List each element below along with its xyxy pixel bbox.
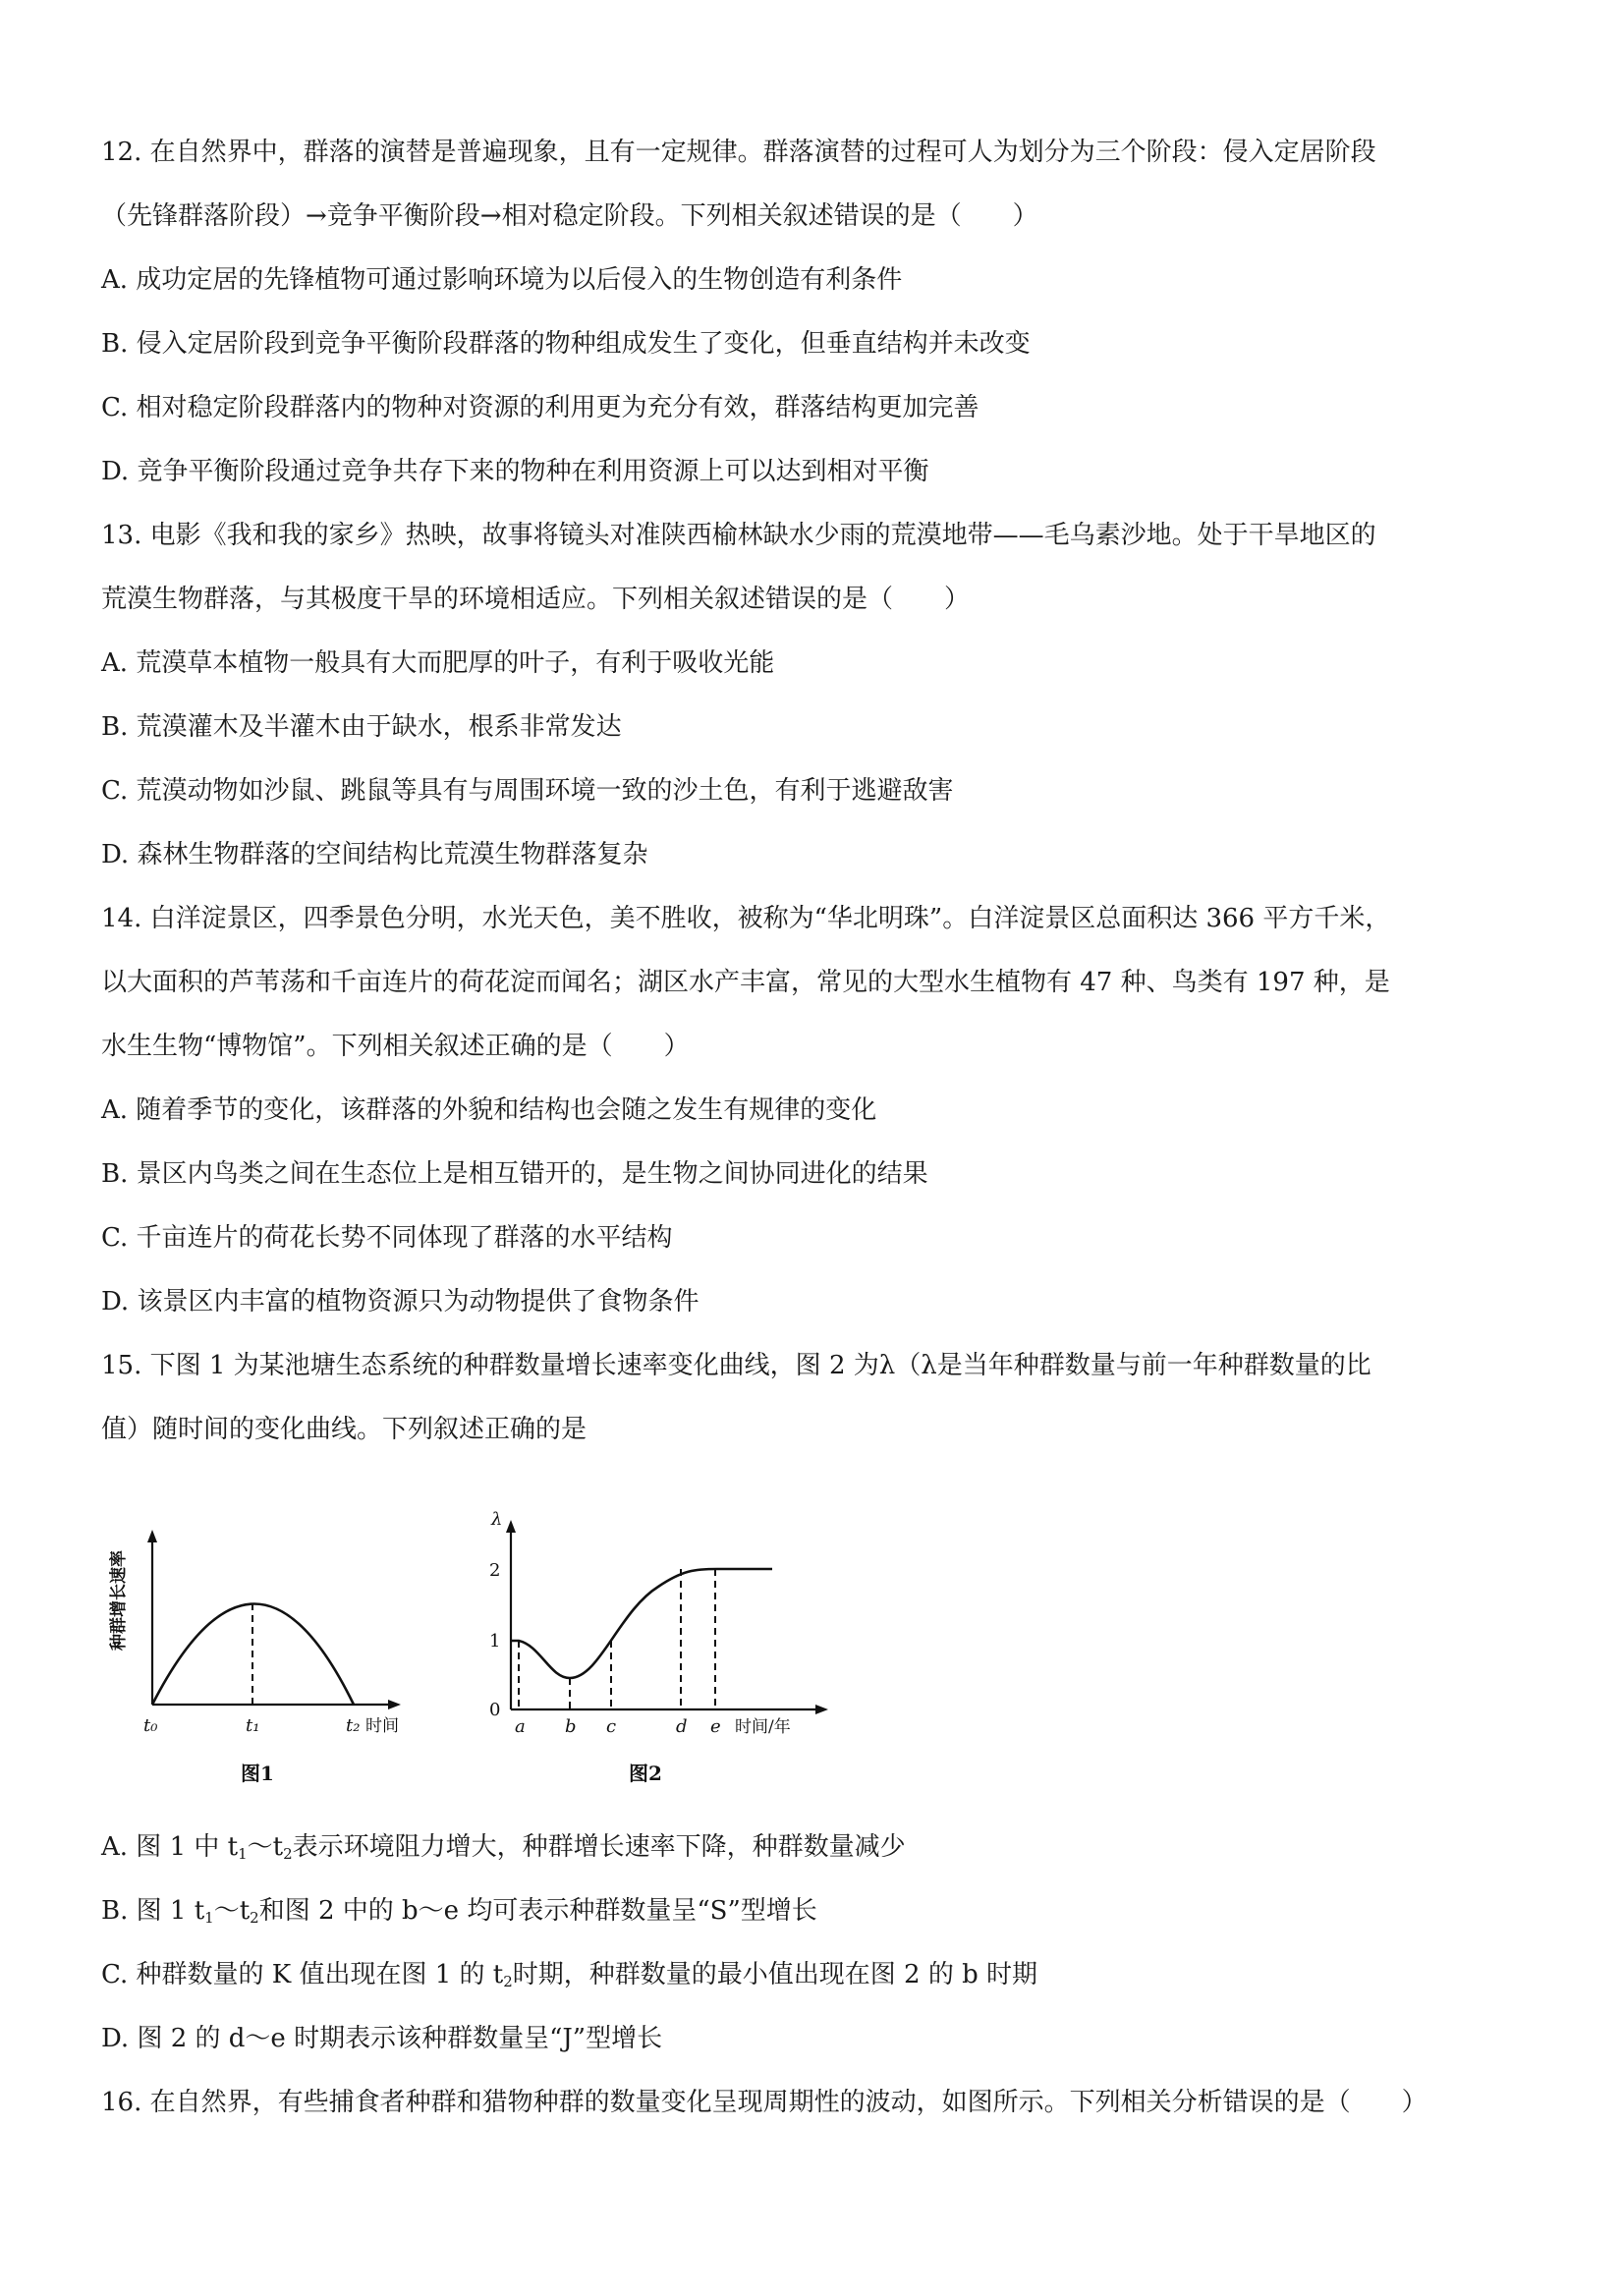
q14-option-a: A. 随着季节的变化，该群落的外貌和结构也会随之发生有规律的变化 xyxy=(101,1095,877,1125)
fig2-xtick-d: d xyxy=(676,1716,688,1737)
q13-option-d: D. 森林生物群落的空间结构比荒漠生物群落复杂 xyxy=(101,840,648,869)
q15-a-sub2: 2 xyxy=(283,1845,293,1863)
q16-stem-line1: 16. 在自然界，有些捕食者种群和猎物种群的数量变化呈现周期性的波动，如图所示。下列相关分析错误的是（ ） xyxy=(101,2088,1427,2117)
q15-b-text1: B. 图 1 t xyxy=(101,1896,205,1926)
q15-c-text1: C. 种群数量的 K 值出现在图 1 的 t xyxy=(101,1960,504,1989)
q15-option-c xyxy=(101,1959,1555,1990)
fig2-labels xyxy=(489,1509,791,1785)
q13-option-b: B. 荒漠灌木及半灌木由于缺水，根系非常发达 xyxy=(101,712,622,742)
q15-a-text2: ～t xyxy=(247,1832,284,1862)
q12-stem-line2: （先锋群落阶段）→竞争平衡阶段→相对稳定阶段。下列相关叙述错误的是（ ） xyxy=(101,201,1038,231)
fig2-xtick-c: c xyxy=(606,1716,617,1737)
q15-a-sub1: 1 xyxy=(238,1845,248,1863)
q12-stem-line1: 12. 在自然界中，群落的演替是普遍现象，且有一定规律。群落演替的过程可人为划分为三个阶段：侵入定居阶段 xyxy=(101,138,1376,167)
q13-option-a: A. 荒漠草本植物一般具有大而肥厚的叶子，有利于吸收光能 xyxy=(101,648,775,678)
q12-option-c: C. 相对稳定阶段群落内的物种对资源的利用更为充分有效，群落结构更加完善 xyxy=(101,393,979,422)
fig2-ytick-0: 0 xyxy=(489,1700,501,1720)
q15-a-text1: A. 图 1 中 t xyxy=(101,1832,239,1862)
fig1-x-arrow-icon xyxy=(388,1700,401,1709)
q15-b-text3: 和图 2 中的 b～e 均可表示种群数量呈“S”型增长 xyxy=(258,1896,817,1926)
q15-b-sub1: 1 xyxy=(204,1909,214,1927)
fig2-ytick-2: 2 xyxy=(489,1560,501,1581)
fig2-caption: 图2 xyxy=(629,1762,662,1785)
q15-b-text2: ～t xyxy=(213,1896,251,1926)
q12-option-d: D. 竞争平衡阶段通过竞争共存下来的物种在利用资源上可以达到相对平衡 xyxy=(101,457,929,486)
q15-c-text2: 时期，种群数量的最小值出现在图 2 的 b 时期 xyxy=(512,1960,1038,1989)
q14-option-c: C. 千亩连片的荷花长势不同体现了群落的水平结构 xyxy=(101,1223,673,1253)
q12-option-a: A. 成功定居的先锋植物可通过影响环境为以后侵入的生物创造有利条件 xyxy=(101,265,903,295)
fig2-ytick-1: 1 xyxy=(489,1631,501,1652)
q15-b-sub2: 2 xyxy=(250,1909,259,1927)
q15-stem-line2: 值）随时间的变化曲线。下列叙述正确的是 xyxy=(101,1415,588,1444)
fig1-ylabel: 种群增长速率 xyxy=(109,1550,129,1651)
q14-stem-line3: 水生生物“博物馆”。下列相关叙述正确的是（ ） xyxy=(101,1032,690,1061)
fig2-y-arrow-icon xyxy=(506,1520,516,1533)
q15-option-d: D. 图 2 的 d～e 时期表示该种群数量呈“J”型增长 xyxy=(101,2024,663,2053)
fig1-caption: 图1 xyxy=(241,1762,274,1785)
fig1-tick-t2: t₂ xyxy=(346,1715,361,1736)
q15-figures xyxy=(98,1503,845,1798)
fig2-curve xyxy=(511,1569,772,1678)
fig1-tick-t0: t₀ xyxy=(143,1715,158,1736)
q14-stem-line1: 14. 白洋淀景区，四季景色分明，水光天色，美不胜收，被称为“华北明珠”。白洋淀景区总面积达 366 平方千米， xyxy=(101,904,1391,933)
fig1-xlabel: 时间 xyxy=(365,1716,399,1736)
q15-a-text3: 表示环境阻力增大，种群增长速率下降，种群数量减少 xyxy=(292,1832,906,1862)
figure-1 xyxy=(147,1530,401,1709)
fig2-xlabel: 时间/年 xyxy=(735,1717,791,1737)
fig2-xtick-b: b xyxy=(565,1716,577,1737)
q15-option-b xyxy=(101,1895,1555,1927)
fig1-tick-t1: t₁ xyxy=(246,1715,260,1736)
fig2-ylabel: λ xyxy=(491,1509,503,1530)
q13-option-c: C. 荒漠动物如沙鼠、跳鼠等具有与周围环境一致的沙土色，有利于逃避敌害 xyxy=(101,776,954,806)
q15-stem-line1: 15. 下图 1 为某池塘生态系统的种群数量增长速率变化曲线，图 2 为λ（λ是当年种群数量与前一年种群数量的比 xyxy=(101,1351,1371,1380)
fig1-y-arrow-icon xyxy=(147,1530,157,1542)
fig2-xtick-e: e xyxy=(710,1716,721,1737)
fig2-xtick-a: a xyxy=(515,1716,526,1737)
fig2-x-arrow-icon xyxy=(815,1705,828,1714)
q15-option-a xyxy=(101,1831,1555,1863)
q13-stem-line2: 荒漠生物群落，与其极度干旱的环境相适应。下列相关叙述错误的是（ ） xyxy=(101,585,971,614)
q14-stem-line2: 以大面积的芦苇荡和千亩连片的荷花淀而闻名；湖区水产丰富，常见的大型水生植物有 47 种、鸟类有 197 种，是 xyxy=(101,968,1390,997)
q14-option-d: D. 该景区内丰富的植物资源只为动物提供了食物条件 xyxy=(101,1287,700,1316)
q12-option-b: B. 侵入定居阶段到竞争平衡阶段群落的物种组成发生了变化，但垂直结构并未改变 xyxy=(101,329,1031,359)
figure-2 xyxy=(506,1520,828,1714)
q15-c-sub1: 2 xyxy=(503,1973,513,1990)
q14-option-b: B. 景区内鸟类之间在生态位上是相互错开的，是生物之间协同进化的结果 xyxy=(101,1159,928,1189)
q15-figures-svg xyxy=(98,1503,845,1798)
q13-stem-line1: 13. 电影《我和我的家乡》热映，故事将镜头对准陕西榆林缺水少雨的荒漠地带——毛乌素沙地。处于干旱地区的 xyxy=(101,521,1376,550)
